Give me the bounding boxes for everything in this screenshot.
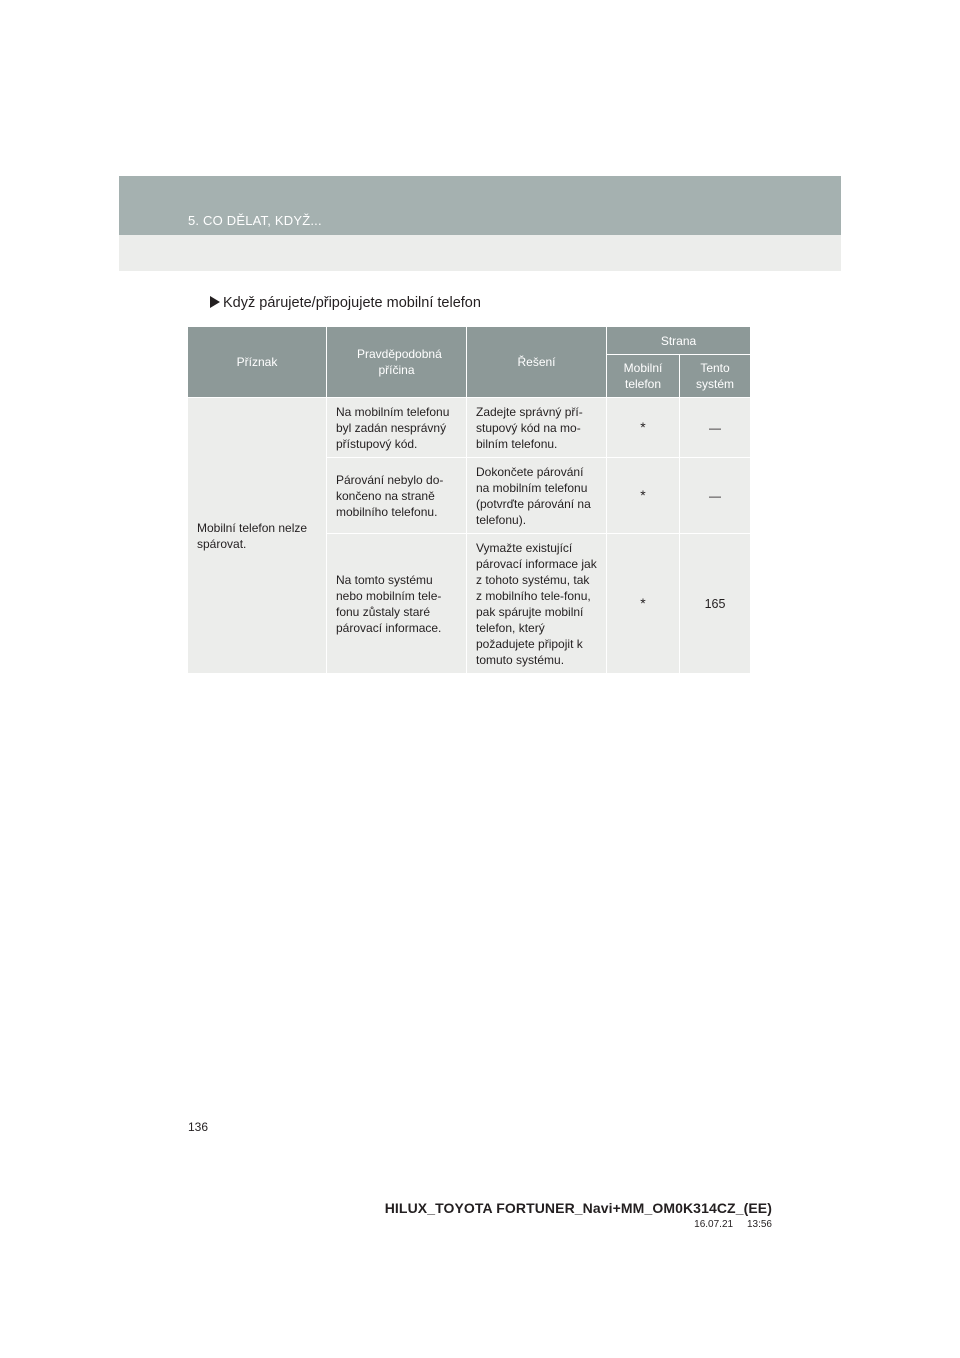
troubleshooting-table	[187, 326, 751, 674]
solution-cell: Zadejte správný pří-stupový kód na mo-bilním telefonu.	[467, 398, 607, 458]
page-system-cell: —	[680, 398, 751, 458]
symptom-cell: Mobilní telefon nelze spárovat.	[188, 398, 327, 674]
cause-cell: Na mobilním telefonu byl zadán nesprávný přístupový kód.	[327, 398, 467, 458]
cause-cell: Na tomto systému nebo mobilním tele-fonu zůstaly staré párovací informace.	[327, 534, 467, 674]
column-header-page-phone: Mobilní telefon	[607, 355, 680, 398]
column-header-page: Strana	[607, 327, 751, 355]
cause-cell: Párování nebylo do-končeno na straně mobilního telefonu.	[327, 458, 467, 534]
column-header-solution: Řešení	[467, 327, 607, 398]
column-header-page-system: Tento systém	[680, 355, 751, 398]
page-system-cell: —	[680, 458, 751, 534]
page-number: 136	[188, 1120, 209, 1134]
column-header-cause: Pravděpodobná příčina	[327, 327, 467, 398]
document-id: HILUX_TOYOTA FORTUNER_Navi+MM_OM0K314CZ_(EE)	[384, 1200, 772, 1216]
solution-cell: Vymažte existující párovací informace jak z tohoto systému, tak z mobilního tele-fonu, pak spárujte mobilní telefon, který požadujete připojit k tomuto systému.	[467, 534, 607, 674]
section-title: 5. CO DĚLAT, KDYŽ...	[188, 213, 322, 228]
page-phone-cell: *	[607, 534, 680, 674]
subheading	[210, 295, 481, 311]
page-phone-cell: *	[607, 398, 680, 458]
subheading-text: Když párujete/připojujete mobilní telefon	[223, 295, 481, 311]
page-system-cell: 165	[680, 534, 751, 674]
header-subband	[119, 235, 841, 271]
triangle-bullet-icon	[210, 296, 220, 308]
table-row	[188, 398, 751, 458]
document-date: 16.07.21 13:56	[694, 1219, 772, 1230]
page-phone-cell: *	[607, 458, 680, 534]
solution-cell: Dokončete párování na mobilním telefonu (potvrďte párování na telefonu).	[467, 458, 607, 534]
column-header-symptom: Příznak	[188, 327, 327, 398]
